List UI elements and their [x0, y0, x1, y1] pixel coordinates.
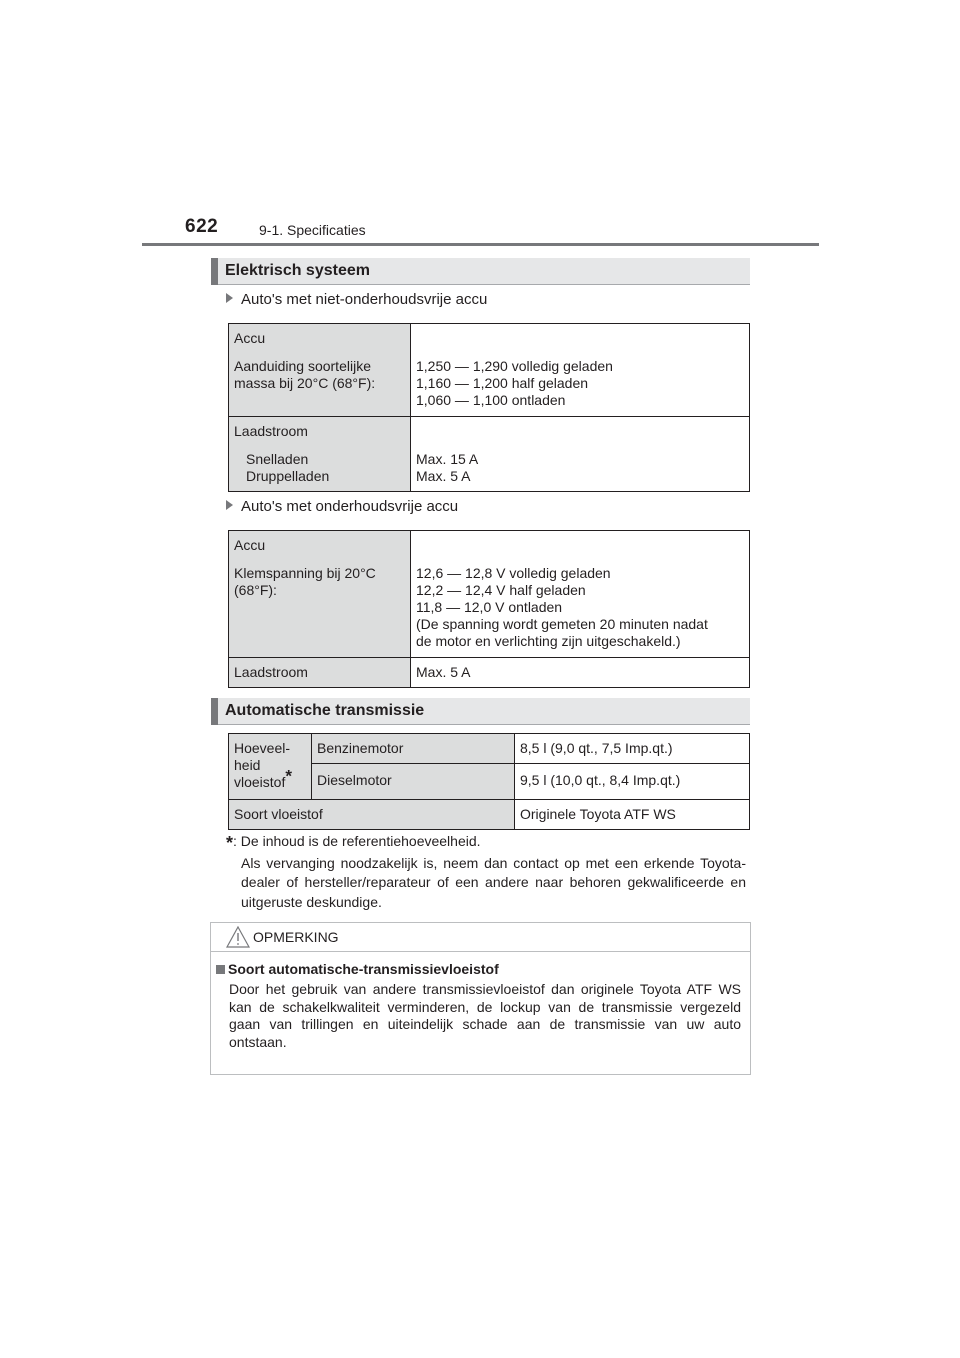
footnote: [226, 832, 746, 912]
section-heading-electrical: [211, 258, 750, 285]
square-bullet-icon: [216, 965, 225, 974]
charge-current-value: Max. 5 A: [411, 658, 750, 688]
footnote-marker: *: [285, 766, 292, 786]
notice-title: Soort automatische-transmissievloeistof: [228, 961, 499, 977]
table-row: [229, 417, 750, 492]
voltage-label-line1: Klemspanning bij 20°C: [234, 565, 376, 581]
triangle-bullet-icon: [226, 293, 233, 303]
petrol-engine-label: Benzinemotor: [312, 734, 515, 764]
quantity-label-line2: heid: [234, 757, 261, 773]
accu-label: Accu: [234, 330, 266, 346]
transmission-table: [228, 733, 750, 830]
accu-label: Accu: [234, 537, 266, 553]
value-cell: [411, 324, 750, 417]
subheading-maintenance-free: [226, 498, 458, 515]
table-row: [229, 734, 750, 764]
value-cell: [411, 417, 750, 492]
heading-text: Automatische transmissie: [225, 702, 425, 719]
fluid-type-label: Soort vloeistof: [229, 800, 515, 830]
voltage-note-line1: (De spanning wordt gemeten 20 minuten nadat: [416, 616, 708, 632]
subheading-text: Auto's met onderhoudsvrije accu: [241, 498, 459, 515]
diesel-engine-value: 9,5 l (10,0 qt., 8,4 Imp.qt.): [515, 764, 750, 800]
footnote-star: *: [226, 833, 234, 853]
charge-current-label: Laadstroom: [234, 423, 308, 439]
notice-header: [211, 923, 750, 952]
notice-label: OPMERKING: [253, 929, 339, 945]
footnote-first-line: : De inhoud is de referentiehoeveelheid.: [233, 833, 481, 849]
table-row: [229, 324, 750, 417]
gravity-label-line2: massa bij 20°C (68°F):: [234, 375, 376, 391]
gravity-value-half: 1,160 — 1,200 half geladen: [416, 375, 589, 391]
page-number: 622: [185, 216, 219, 237]
table-row: [229, 800, 750, 830]
fluid-type-value: Originele Toyota ATF WS: [515, 800, 750, 830]
label-cell: [229, 324, 411, 417]
label-cell: [229, 531, 411, 658]
trickle-charge-label: Druppelladen: [246, 468, 330, 484]
battery-table-1: [228, 323, 750, 492]
battery-table-2: [228, 530, 750, 688]
triangle-bullet-icon: [226, 500, 233, 510]
petrol-engine-value: 8,5 l (9,0 qt., 7,5 Imp.qt.): [515, 734, 750, 764]
voltage-label-line2: (68°F):: [234, 582, 277, 598]
trickle-charge-value: Max. 5 A: [416, 468, 471, 484]
gravity-value-full: 1,250 — 1,290 volledig geladen: [416, 358, 613, 374]
subheading-non-maintenance-free: [226, 291, 487, 308]
notice-text: Door het gebruik van andere transmissievloeistof dan originele Toyota ATF WS kan de schakelkwaliteit verminderen, de lockup van de transmissie vergezeld gaan van trillingen en uiteindelijk schade aan de transmissie van uw auto ontstaan.: [229, 981, 741, 1050]
label-cell: [229, 417, 411, 492]
footnote-body: Als vervanging noodzakelijk is, neem dan contact op met een erkende Toyota-dealer of hersteller/reparateur of een andere naar behoren gekwalificeerde en uitgeruste deskundige.: [241, 854, 746, 910]
heading-bar: [211, 258, 218, 285]
table-row: [229, 531, 750, 658]
quantity-label-line3: vloeistof: [234, 774, 286, 790]
voltage-note-line2: de motor en verlichting zijn uitgeschakeld.): [416, 633, 681, 649]
subheading-text: Auto's met niet-onderhoudsvrije accu: [241, 291, 488, 308]
gravity-label-line1: Aanduiding soortelijke: [234, 358, 371, 374]
gravity-value-empty: 1,060 — 1,100 ontladen: [416, 392, 566, 408]
voltage-value-full: 12,6 — 12,8 V volledig geladen: [416, 565, 611, 581]
voltage-value-empty: 11,8 — 12,0 V ontladen: [416, 599, 563, 615]
notice-box: [210, 922, 751, 1075]
section-title: 9-1. Specificaties: [259, 222, 366, 238]
warning-triangle-icon: [226, 926, 250, 948]
table-row: [229, 658, 750, 688]
header-rule: [142, 243, 819, 246]
value-cell: [411, 531, 750, 658]
charge-current-label: Laadstroom: [229, 658, 411, 688]
quantity-label-cell: [229, 734, 312, 800]
heading-text: Elektrisch systeem: [225, 262, 370, 279]
quantity-label-line1: Hoeveel-: [234, 740, 291, 756]
fast-charge-value: Max. 15 A: [416, 451, 479, 467]
diesel-engine-label: Dieselmotor: [312, 764, 515, 800]
section-heading-transmission: [211, 698, 750, 725]
voltage-value-half: 12,2 — 12,4 V half geladen: [416, 582, 586, 598]
fast-charge-label: Snelladen: [246, 451, 309, 467]
heading-bar: [211, 698, 218, 725]
